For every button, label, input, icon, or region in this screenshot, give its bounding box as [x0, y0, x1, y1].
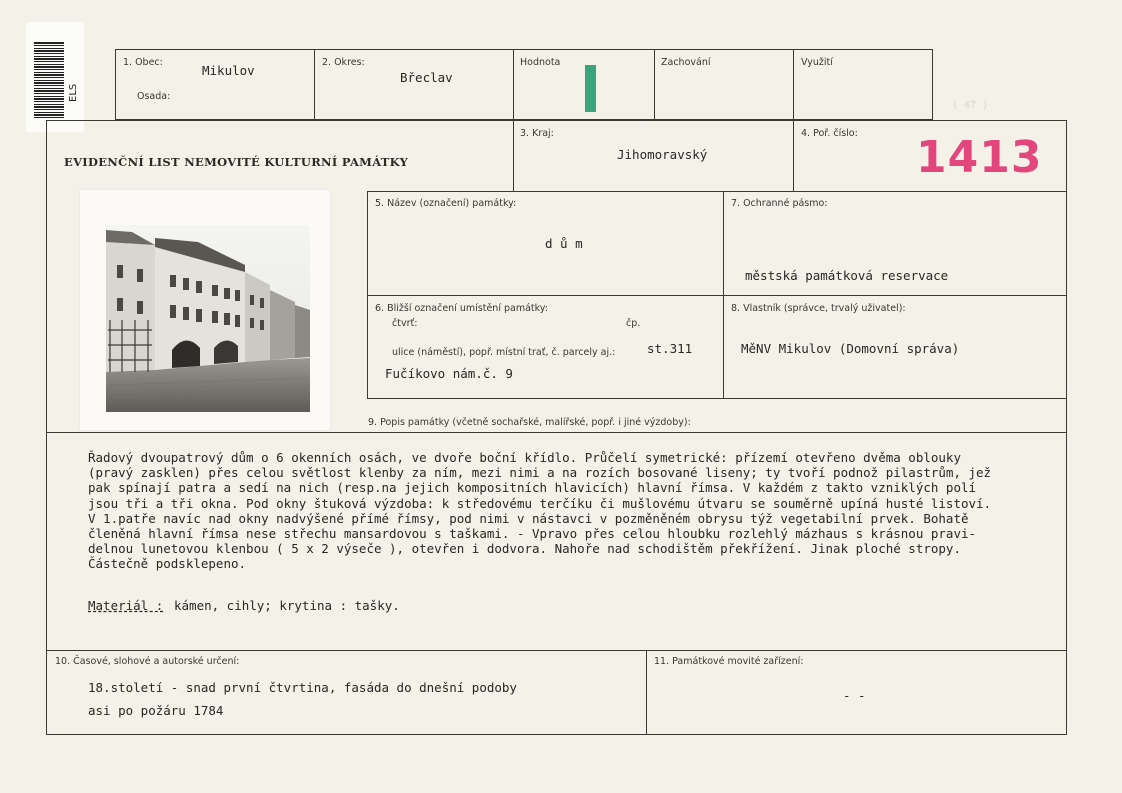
divider	[513, 49, 514, 120]
description-line: členěná hlavní římsa nese střechu mansardovou s taškami. - Vpravo přes celou hloubku rozlehlý mázhaus s krásnou pravi-	[88, 526, 977, 542]
ctvrt-label: čtvrť:	[392, 318, 418, 329]
barcode-label: ELS	[68, 83, 79, 102]
description-line: Částečně podsklepeno.	[88, 556, 247, 572]
divider	[654, 49, 655, 120]
material-label: Materiál :	[88, 598, 164, 613]
ochranne-pasmo-value: městská památková reservace	[745, 268, 949, 283]
description-line: V 1.patře navíc nad okny nadvýšené přímé římsy, pod nimi v nástavci v pozměněném obrysu týž vegetabilní prvek. Bohatě	[88, 510, 969, 526]
zachovani-label: Zachování	[661, 57, 711, 68]
divider	[793, 120, 794, 192]
vlastnik-label: 8. Vlastník (správce, trvalý uživatel):	[731, 303, 906, 314]
parcel-value: st.311	[647, 341, 693, 356]
divider	[314, 49, 315, 120]
divider	[367, 191, 1067, 192]
divider	[46, 432, 1067, 433]
street-value: Fučíkovo nám.č. 9	[385, 366, 513, 381]
description-line: pak spínají patra a sedí na nich (resp.na jejich kompositních hlavicích) hlavní římsa. V každém z takto vzniklých polí	[88, 480, 977, 496]
casove-label: 10. Časové, slohové a autorské určení:	[55, 656, 240, 667]
description-line: Řadový dvoupatrový dům o 6 okenních osách, ve dvoře boční křídlo. Průčelí symetrické: přízemí otevřeno dvěma oblouky	[88, 450, 961, 465]
umisteni-label: 6. Bližší označení umístění památky:	[375, 303, 548, 314]
barcode-sticker	[26, 22, 84, 132]
card-title: EVIDENČNÍ LIST NEMOVITÉ KULTURNÍ PAMÁTKY	[64, 155, 409, 169]
barcode-icon	[34, 42, 64, 120]
description-line: (pravý zasklen) přes celou světlost klenby za ním, mezi nimi a na rozích bosované liseny; ty tvoří podnož pilastrům, jež	[88, 465, 992, 481]
obec-value: Mikulov	[202, 63, 255, 78]
nazev-value: d ů m	[545, 236, 583, 251]
okres-value: Břeclav	[400, 70, 453, 85]
divider	[367, 295, 1067, 296]
building-photo	[80, 190, 330, 430]
description-line: delnou lunetovou klenbou ( 5 x 2 výseče ), otevřen i dodvora. Nahoře nad schodištěm překřížení. Jinak ploché stropy.	[88, 541, 961, 557]
description-text	[88, 450, 1048, 572]
por-cislo-label: 4. Poř. číslo:	[801, 128, 858, 139]
divider	[46, 650, 1067, 651]
okres-label: 2. Okres:	[322, 57, 365, 68]
faint-mark: ( 47 )	[952, 100, 989, 111]
divider	[513, 120, 514, 192]
vlastnik-value: MěNV Mikulov (Domovní správa)	[741, 341, 960, 356]
movite-label: 11. Památkové movité zařízení:	[654, 656, 804, 667]
ochranne-pasmo-label: 7. Ochranné pásmo:	[731, 198, 828, 209]
building-photo-icon	[80, 190, 330, 430]
description-line: jsou tři a tři okna. Pod okny štuková výzdoba: k středovému terčíku či mušlovému útvaru se souměrně upíná husté listoví.	[88, 495, 992, 511]
osada-label: Osada:	[137, 91, 171, 102]
divider	[367, 398, 1067, 399]
casove-line-1: 18.století - snad první čtvrtina, fasáda do dnešní podoby	[88, 680, 517, 695]
hodnota-color-swatch	[585, 65, 596, 112]
nazev-label: 5. Název (označení) památky:	[375, 198, 517, 209]
casove-line-2: asi po požáru 1784	[88, 703, 224, 718]
popis-label: 9. Popis památky (včetně sochařské, malířské, popř. i jiné výzdoby):	[368, 417, 691, 428]
kraj-value: Jihomoravský	[617, 147, 708, 162]
divider	[793, 49, 794, 120]
vyuziti-label: Využití	[801, 57, 833, 68]
cp-label: čp.	[626, 318, 641, 329]
material-value: kámen, cihly; krytina : tašky.	[174, 598, 400, 613]
registration-number: 1413	[916, 132, 1043, 183]
kraj-label: 3. Kraj:	[520, 128, 554, 139]
ulice-label: ulice (náměstí), popř. místní trať, č. parcely aj.:	[392, 347, 616, 358]
movite-value: - -	[843, 688, 866, 703]
hodnota-label: Hodnota	[520, 57, 561, 68]
divider	[646, 650, 647, 735]
obec-label: 1. Obec:	[123, 57, 163, 68]
